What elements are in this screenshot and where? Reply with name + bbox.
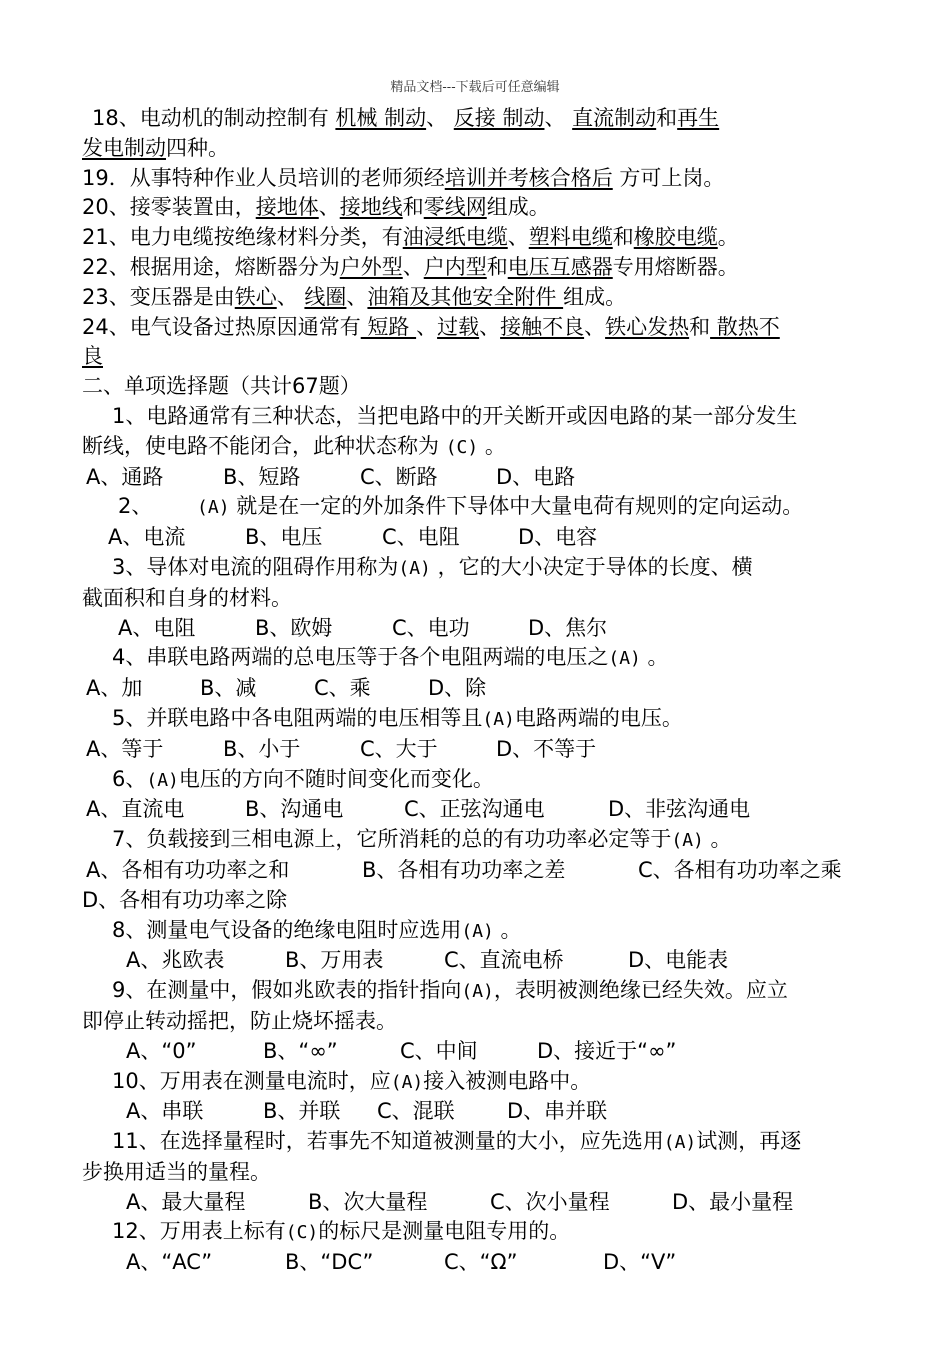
question-text: 18、电动机的制动控制有 — [92, 106, 336, 130]
answer-blank: 培训并考核合格后 — [444, 165, 613, 190]
option-b: B、欧姆 — [255, 615, 333, 640]
question-text: 的标尺是测量电阻专用的。 — [318, 1219, 571, 1244]
separator: 和 — [689, 314, 711, 339]
question-text: 试测，再逐 — [696, 1129, 802, 1154]
answer-blank: 再生 — [677, 106, 720, 130]
option-c: C、混联 — [377, 1099, 455, 1124]
question-text: 。 — [703, 827, 732, 852]
options-8 — [82, 946, 872, 976]
fill-question-22 — [82, 253, 872, 283]
question-text: 。 — [478, 433, 506, 458]
answer-blank: 接触不良 — [500, 314, 585, 339]
options-11 — [82, 1188, 872, 1218]
option-d: D、非弦沟通电 — [608, 797, 751, 822]
question-2 — [82, 492, 872, 523]
question-text: 。 — [640, 645, 669, 670]
option-c: C、直流电桥 — [444, 948, 564, 973]
option-b: B、万用表 — [285, 948, 384, 973]
answer: (A) — [663, 1132, 697, 1154]
separator: 、 — [479, 314, 501, 339]
answer-blank: 橡胶电缆 — [633, 225, 718, 250]
answer: (A) — [671, 830, 704, 852]
page-header: 精品文档---下载后可任意编辑 — [390, 80, 560, 95]
answer: (A) — [608, 648, 641, 670]
option-c: C、“Ω” — [444, 1250, 518, 1275]
answer: (A) — [482, 708, 515, 730]
question-8 — [82, 916, 872, 947]
answer-blank: 良 — [82, 344, 103, 369]
answer-blank: 机械 制动 — [335, 106, 427, 130]
option-a: A、通路 — [86, 464, 164, 489]
option-c: C、大于 — [360, 736, 438, 761]
answer-blank: 户内型 — [423, 254, 487, 279]
answer: (C) — [445, 436, 479, 458]
separator: 、 — [584, 314, 606, 339]
answer: (A) — [197, 497, 230, 519]
option-b: B、电压 — [245, 525, 323, 550]
question-6 — [82, 765, 872, 796]
question-text: ，它的大小决定于导体的长度、横 — [430, 554, 753, 579]
answer-blank: 直流制动 — [572, 106, 657, 130]
options-2 — [82, 523, 872, 553]
answer-blank: 铁心发热 — [605, 314, 690, 339]
question-text: 20、接零装置由， — [82, 195, 256, 220]
question-text: 组成。 — [486, 195, 550, 220]
separator: 和 — [402, 195, 424, 220]
answer-blank: 电压互感器 — [507, 254, 613, 279]
question-text: 专用熔断器。 — [612, 254, 739, 279]
option-c: C、各相有功功率之乘 — [638, 857, 842, 882]
answer: (A) — [390, 1071, 424, 1093]
question-text: 24、电气设备过热原因通常有 — [82, 314, 361, 339]
separator: 、 — [507, 225, 529, 250]
question-text: 方可上岗。 — [612, 165, 725, 190]
answer: (A) — [461, 981, 494, 1003]
option-a: A、兆欧表 — [126, 948, 225, 973]
option-c: C、中间 — [400, 1038, 478, 1063]
option-a: A、最大量程 — [126, 1189, 246, 1214]
question-text: 接入被测电路中。 — [423, 1068, 592, 1093]
question-text: 21、电力电缆按绝缘材料分类，有 — [82, 225, 403, 250]
question-1-cont — [82, 432, 872, 463]
answer: (A) — [461, 920, 494, 942]
option-d: D、“V” — [603, 1250, 677, 1275]
answer-blank: 油箱及其他安全附件 — [367, 284, 564, 309]
option-d: D、各相有功功率之除 — [82, 887, 288, 912]
question-text: 电压的方向不随时间变化而变化。 — [178, 766, 494, 791]
option-d: D、除 — [428, 676, 487, 701]
options-7 — [82, 856, 872, 886]
fill-question-18-cont — [82, 134, 872, 164]
answer-blank: 接地体 — [255, 195, 319, 220]
options-6 — [82, 795, 872, 825]
fill-question-24 — [82, 313, 872, 343]
fill-question-21 — [82, 223, 872, 253]
option-a: A、“AC” — [126, 1250, 213, 1275]
option-d: D、电容 — [518, 525, 598, 550]
question-9-cont: 即停止转动摇把，防止烧坏摇表。 — [82, 1008, 397, 1033]
question-text: 断线，使电路不能闭合，此种状态称为 — [82, 433, 446, 458]
answer-blank: 线圈 — [304, 284, 347, 309]
fill-question-19 — [82, 164, 872, 194]
question-text: 11、在选择量程时，若事先不知道被测量的大小，应先选用 — [112, 1129, 664, 1154]
question-4 — [82, 643, 872, 674]
option-b: B、次大量程 — [308, 1189, 428, 1214]
option-d: D、不等于 — [496, 736, 597, 761]
option-b: B、并联 — [263, 1099, 341, 1124]
question-3-cont: 截面积和自身的材料。 — [82, 585, 292, 610]
question-1: 1、电路通常有三种状态，当把电路中的开关断开或因电路的某一部分发生 — [112, 403, 798, 428]
question-9 — [82, 976, 872, 1007]
fill-question-23 — [82, 283, 872, 313]
question-text: 7、负载接到三相电源上，它所消耗的总的有功功率必定等于 — [112, 827, 672, 852]
question-text: 5、并联电路中各电阻两端的电压相等且 — [112, 705, 483, 730]
option-a: A、等于 — [86, 736, 164, 761]
options-5 — [82, 735, 872, 765]
option-b: B、短路 — [223, 464, 301, 489]
option-b: B、减 — [200, 676, 257, 701]
question-text: 四种。 — [166, 135, 229, 160]
question-3 — [82, 553, 872, 584]
options-12 — [82, 1248, 872, 1278]
question-text: 9、在测量中，假如兆欧表的指针指向 — [112, 978, 462, 1003]
answer-blank: 散热不 — [710, 314, 780, 339]
question-text: 2、 — [118, 494, 160, 519]
answer-blank: 零线网 — [423, 195, 487, 220]
separator: 、 — [426, 106, 454, 130]
question-text: 6、 — [112, 766, 147, 791]
option-c: C、次小量程 — [490, 1189, 610, 1214]
fill-question-20 — [82, 193, 872, 223]
question-text: 12、万用表上标有 — [112, 1219, 286, 1244]
option-b: B、“∞” — [263, 1038, 338, 1063]
section-title: 二、单项选择题（共计67题） — [82, 374, 361, 399]
question-text: ，表明被测绝缘已经失效。应立 — [493, 978, 788, 1003]
separator: 和 — [486, 254, 508, 279]
option-d: D、最小量程 — [672, 1189, 794, 1214]
question-7 — [82, 825, 872, 856]
option-a: A、电流 — [108, 525, 186, 550]
option-a: A、电阻 — [118, 615, 196, 640]
question-12 — [82, 1217, 872, 1248]
question-text: 就是在一定的外加条件下导体中大量电荷有规则的定向运动。 — [229, 494, 804, 519]
option-b: B、小于 — [223, 736, 301, 761]
answer-blank: 发电制动 — [82, 135, 166, 160]
question-text: 19．从事特种作业人员培训的老师须经 — [82, 165, 445, 190]
answer-blank: 塑料电缆 — [528, 225, 613, 250]
question-text: 。 — [717, 225, 739, 250]
option-c: C、乘 — [314, 676, 371, 701]
answer: (A) — [146, 769, 179, 791]
question-text: 22、根据用途，熔断器分为 — [82, 254, 340, 279]
question-text: 10、万用表在测量电流时，应 — [112, 1068, 391, 1093]
options-3 — [82, 614, 872, 644]
separator: 和 — [612, 225, 634, 250]
option-a: A、直流电 — [86, 797, 185, 822]
question-text: 电路两端的电压。 — [514, 705, 683, 730]
option-a: A、各相有功功率之和 — [86, 857, 290, 882]
question-text: 组成。 — [563, 284, 627, 309]
separator: 和 — [656, 106, 678, 130]
question-11-cont: 步换用适当的量程。 — [82, 1159, 271, 1184]
option-a: A、加 — [86, 676, 143, 701]
options-10 — [82, 1097, 872, 1127]
option-b: B、各相有功功率之差 — [362, 857, 566, 882]
options-1 — [82, 463, 872, 493]
separator: 、 — [318, 195, 340, 220]
question-10 — [82, 1067, 872, 1098]
question-5 — [82, 704, 872, 735]
fill-question-24-cont — [82, 342, 872, 372]
answer-blank: 户外型 — [339, 254, 403, 279]
option-a: A、“0” — [126, 1038, 197, 1063]
answer: (A) — [398, 557, 431, 579]
document-body — [82, 104, 872, 1278]
option-a: A、串联 — [126, 1099, 204, 1124]
separator: 、 — [276, 284, 305, 309]
option-c: C、电阻 — [382, 525, 460, 550]
question-text: 8、测量电气设备的绝缘电阻时应选用 — [112, 917, 462, 942]
option-d: D、串并联 — [507, 1099, 608, 1124]
answer: (C) — [285, 1222, 319, 1244]
option-b: B、“DC” — [285, 1250, 374, 1275]
question-text: 。 — [493, 917, 522, 942]
fill-question-18 — [82, 104, 872, 134]
answer-blank: 反接 制动 — [453, 106, 545, 130]
answer-blank: 接地线 — [339, 195, 403, 220]
separator: 、 — [544, 106, 573, 130]
options-9 — [82, 1037, 872, 1067]
option-d: D、电路 — [496, 464, 576, 489]
answer-blank: 铁心 — [234, 284, 277, 309]
question-11 — [82, 1127, 872, 1158]
question-text: 3、导体对电流的阻碍作用称为 — [112, 554, 399, 579]
separator: 、 — [402, 254, 424, 279]
options-4 — [82, 674, 872, 704]
option-d: D、焦尔 — [528, 615, 608, 640]
question-text: 4、串联电路两端的总电压等于各个电阻两端的电压之 — [112, 645, 609, 670]
separator: 、 — [416, 314, 438, 339]
option-c: C、断路 — [360, 464, 438, 489]
option-d: D、电能表 — [628, 948, 729, 973]
option-b: B、沟通电 — [245, 797, 344, 822]
answer-blank: 短路 — [360, 314, 417, 339]
separator: 、 — [346, 284, 368, 309]
option-c: C、正弦沟通电 — [404, 797, 545, 822]
answer-blank: 过载 — [437, 314, 480, 339]
option-c: C、电功 — [392, 615, 470, 640]
question-text: 23、变压器是由 — [82, 284, 235, 309]
answer-blank: 油浸纸电缆 — [402, 225, 508, 250]
option-d: D、接近于“∞” — [537, 1038, 677, 1063]
